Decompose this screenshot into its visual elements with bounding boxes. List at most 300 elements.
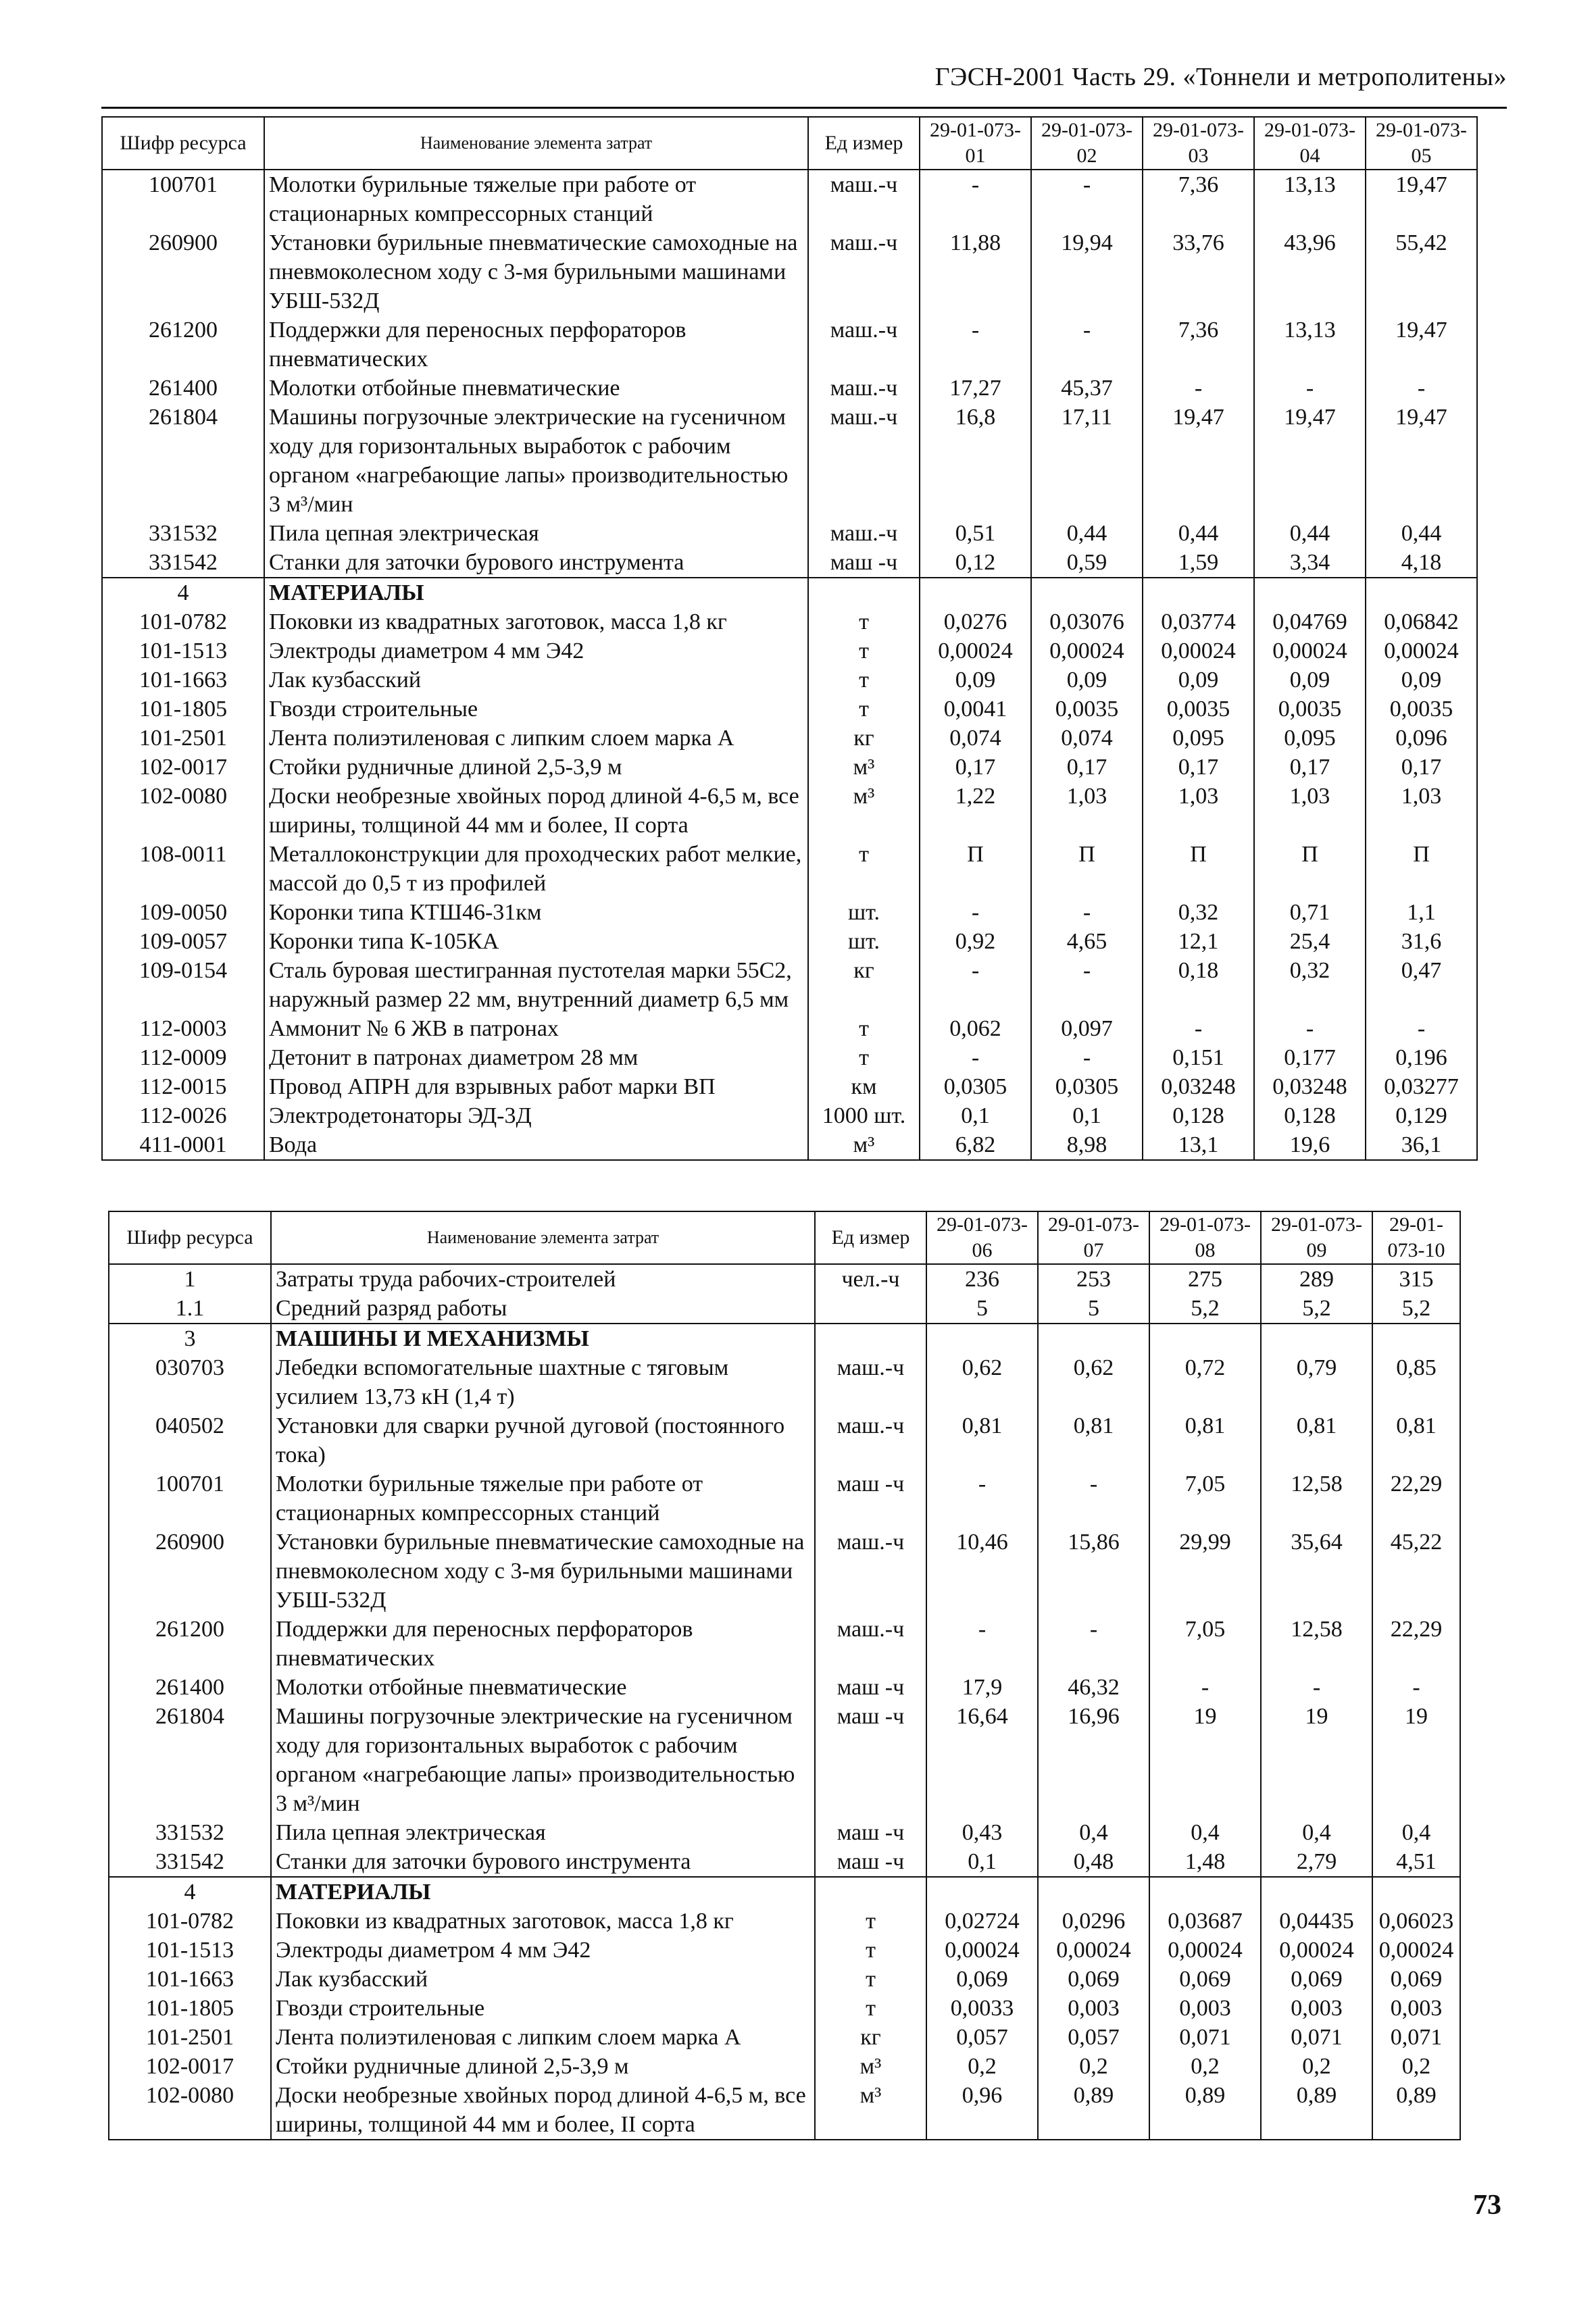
resource-code: 260900 bbox=[109, 1528, 271, 1615]
table-row bbox=[102, 782, 1477, 840]
value-cell: 0,071 bbox=[1149, 2023, 1261, 2052]
resource-name: Стойки рудничные длиной 2,5-3,9 м bbox=[264, 753, 808, 782]
value-cell: 0,00024 bbox=[1031, 636, 1143, 665]
table-row bbox=[102, 840, 1477, 898]
value-cell: 0,00024 bbox=[1143, 636, 1254, 665]
resource-name: Гвозди строительные bbox=[264, 695, 808, 724]
unit-cell: т bbox=[808, 607, 920, 636]
resource-code: 261804 bbox=[102, 403, 264, 519]
resource-code: 109-0050 bbox=[102, 898, 264, 927]
value-cell: 22,29 bbox=[1372, 1469, 1460, 1528]
page-number: 73 bbox=[1473, 2190, 1501, 2221]
unit-cell: маш.-ч bbox=[808, 519, 920, 548]
unit-cell: кг bbox=[815, 2023, 926, 2052]
resource-name: Поковки из квадратных заготовок, масса 1,8 кг bbox=[264, 607, 808, 636]
unit-cell: кг bbox=[808, 724, 920, 753]
value-cell: 0,51 bbox=[920, 519, 1031, 548]
header-col: 29-01-073-07 bbox=[1038, 1211, 1149, 1264]
unit-cell: т bbox=[808, 695, 920, 724]
value-cell: 0,03277 bbox=[1366, 1072, 1477, 1101]
value-cell: 43,96 bbox=[1254, 228, 1366, 316]
unit-cell: маш.-ч bbox=[808, 316, 920, 374]
resource-name: Аммонит № 6 ЖВ в патронах bbox=[264, 1014, 808, 1043]
value-cell: 0,04769 bbox=[1254, 607, 1366, 636]
value-cell: 0,128 bbox=[1254, 1101, 1366, 1130]
value-cell: 0,0035 bbox=[1254, 695, 1366, 724]
resource-code: 331532 bbox=[102, 519, 264, 548]
value-cell: 0,074 bbox=[920, 724, 1031, 753]
value-cell: 0,00024 bbox=[926, 1936, 1038, 1965]
value-cell: П bbox=[1366, 840, 1477, 898]
value-cell: 0,177 bbox=[1254, 1043, 1366, 1072]
value-cell: - bbox=[1038, 1469, 1149, 1528]
resource-code: 261200 bbox=[102, 316, 264, 374]
resource-name: Лента полиэтиленовая с липким слоем марка А bbox=[271, 2023, 815, 2052]
value-cell: 0,097 bbox=[1031, 1014, 1143, 1043]
resource-code: 102-0017 bbox=[102, 753, 264, 782]
resource-name: Установки бурильные пневматические самоходные на пневмоколесном ходу с 3-мя бурильными машинами УБШ-532Д bbox=[264, 228, 808, 316]
unit-cell: т bbox=[808, 636, 920, 665]
header-rule bbox=[101, 107, 1507, 109]
value-cell: 0,1 bbox=[920, 1101, 1031, 1130]
value-cell: 46,32 bbox=[1038, 1673, 1149, 1702]
value-cell: 0,2 bbox=[926, 2052, 1038, 2081]
unit-cell: 1000 шт. bbox=[808, 1101, 920, 1130]
value-cell: П bbox=[1143, 840, 1254, 898]
value-cell: 0,17 bbox=[1143, 753, 1254, 782]
value-cell: 0,1 bbox=[926, 1847, 1038, 1877]
table-row bbox=[102, 316, 1477, 374]
unit-cell: м³ bbox=[815, 2052, 926, 2081]
value-cell: 0,17 bbox=[1366, 753, 1477, 782]
value-cell: 0,1 bbox=[1031, 1101, 1143, 1130]
unit-cell: маш -ч bbox=[815, 1702, 926, 1818]
header-unit: Ед измер bbox=[815, 1211, 926, 1264]
table-row bbox=[102, 724, 1477, 753]
value-cell bbox=[1031, 578, 1143, 607]
table-row bbox=[102, 170, 1477, 228]
header-name: Наименование элемента затрат bbox=[264, 117, 808, 170]
value-cell: 0,89 bbox=[1372, 2081, 1460, 2140]
value-cell: 315 bbox=[1372, 1264, 1460, 1294]
unit-cell: чел.-ч bbox=[815, 1264, 926, 1294]
value-cell: 0,4 bbox=[1261, 1818, 1372, 1847]
resource-code: 1 bbox=[109, 1264, 271, 1294]
value-cell: 0,00024 bbox=[920, 636, 1031, 665]
value-cell: - bbox=[1031, 170, 1143, 228]
resource-code: 102-0080 bbox=[109, 2081, 271, 2140]
resource-code: 4 bbox=[109, 1877, 271, 1907]
value-cell: 253 bbox=[1038, 1264, 1149, 1294]
table-row bbox=[102, 1072, 1477, 1101]
header-col: 29-01-073-05 bbox=[1366, 117, 1477, 170]
resource-name: Станки для заточки бурового инструмента bbox=[271, 1847, 815, 1877]
table-row bbox=[102, 607, 1477, 636]
resource-code: 102-0080 bbox=[102, 782, 264, 840]
resource-code: 100701 bbox=[109, 1469, 271, 1528]
value-cell: 22,29 bbox=[1372, 1615, 1460, 1673]
resource-code: 101-1513 bbox=[102, 636, 264, 665]
resource-name: Лебедки вспомогательные шахтные с тяговым усилием 13,73 кН (1,4 т) bbox=[271, 1353, 815, 1411]
resource-code: 101-2501 bbox=[109, 2023, 271, 2052]
value-cell: 0,096 bbox=[1366, 724, 1477, 753]
table-row bbox=[109, 1353, 1460, 1411]
value-cell: 0,62 bbox=[926, 1353, 1038, 1411]
value-cell: 0,069 bbox=[1261, 1965, 1372, 1994]
value-cell: 0,0305 bbox=[920, 1072, 1031, 1101]
value-cell: 0,79 bbox=[1261, 1353, 1372, 1411]
value-cell: 12,58 bbox=[1261, 1615, 1372, 1673]
table-row bbox=[102, 695, 1477, 724]
value-cell: 0,057 bbox=[926, 2023, 1038, 2052]
value-cell: - bbox=[920, 956, 1031, 1014]
value-cell: 4,51 bbox=[1372, 1847, 1460, 1877]
resource-name: Средний разряд работы bbox=[271, 1294, 815, 1324]
value-cell: 0,069 bbox=[926, 1965, 1038, 1994]
value-cell: - bbox=[1143, 1014, 1254, 1043]
value-cell: 0,17 bbox=[920, 753, 1031, 782]
value-cell: 4,18 bbox=[1366, 548, 1477, 578]
unit-cell: маш -ч bbox=[815, 1847, 926, 1877]
resource-name: Сталь буровая шестигранная пустотелая марки 55С2, наружный размер 22 мм, внутренний диаметр 6,5 мм bbox=[264, 956, 808, 1014]
header-name: Наименование элемента затрат bbox=[271, 1211, 815, 1264]
table-row bbox=[109, 1702, 1460, 1818]
value-cell: 0,0305 bbox=[1031, 1072, 1143, 1101]
table-row bbox=[102, 1014, 1477, 1043]
table-row bbox=[109, 1936, 1460, 1965]
value-cell: 1,48 bbox=[1149, 1847, 1261, 1877]
resource-name: Вода bbox=[264, 1130, 808, 1160]
value-cell: 0,81 bbox=[1149, 1411, 1261, 1469]
value-cell: 16,64 bbox=[926, 1702, 1038, 1818]
unit-cell: маш -ч bbox=[815, 1673, 926, 1702]
table-row bbox=[109, 1847, 1460, 1877]
value-cell: 0,4 bbox=[1372, 1818, 1460, 1847]
resource-name: Молотки отбойные пневматические bbox=[264, 374, 808, 403]
resource-code: 040502 bbox=[109, 1411, 271, 1469]
value-cell: 10,46 bbox=[926, 1528, 1038, 1615]
table-row bbox=[109, 1907, 1460, 1936]
value-cell: 5,2 bbox=[1149, 1294, 1261, 1324]
value-cell: 0,44 bbox=[1366, 519, 1477, 548]
value-cell: П bbox=[920, 840, 1031, 898]
value-cell: 13,13 bbox=[1254, 316, 1366, 374]
unit-cell: маш.-ч bbox=[808, 403, 920, 519]
resource-code: 261804 bbox=[109, 1702, 271, 1818]
resource-code: 331542 bbox=[109, 1847, 271, 1877]
value-cell: 0,92 bbox=[920, 927, 1031, 956]
section-row bbox=[109, 1877, 1460, 1907]
value-cell: 0,2 bbox=[1372, 2052, 1460, 2081]
value-cell: 45,37 bbox=[1031, 374, 1143, 403]
table-row bbox=[102, 1043, 1477, 1072]
table-row bbox=[109, 1264, 1460, 1294]
value-cell bbox=[1038, 1877, 1149, 1907]
unit-cell: км bbox=[808, 1072, 920, 1101]
table-row bbox=[109, 2081, 1460, 2140]
unit-cell: м³ bbox=[808, 782, 920, 840]
value-cell: П bbox=[1254, 840, 1366, 898]
value-cell: - bbox=[1366, 374, 1477, 403]
header-col: 29-01-073-03 bbox=[1143, 117, 1254, 170]
value-cell: 0,89 bbox=[1038, 2081, 1149, 2140]
resource-name: Гвозди строительные bbox=[271, 1994, 815, 2023]
value-cell: 0,095 bbox=[1143, 724, 1254, 753]
value-cell bbox=[926, 1324, 1038, 1353]
value-cell: - bbox=[1031, 1043, 1143, 1072]
header-code: Шифр ресурса bbox=[109, 1211, 271, 1264]
resource-code: 3 bbox=[109, 1324, 271, 1353]
resource-table-2 bbox=[108, 1211, 1461, 2140]
unit-cell: т bbox=[808, 1014, 920, 1043]
value-cell: 0,062 bbox=[920, 1014, 1031, 1043]
value-cell: 0,4 bbox=[1149, 1818, 1261, 1847]
header-col: 29-01-073-02 bbox=[1031, 117, 1143, 170]
unit-cell: т bbox=[815, 1965, 926, 1994]
resource-code: 030703 bbox=[109, 1353, 271, 1411]
resource-table-1 bbox=[101, 116, 1478, 1161]
value-cell: 0,00024 bbox=[1261, 1936, 1372, 1965]
value-cell: 0,81 bbox=[1261, 1411, 1372, 1469]
resource-code: 100701 bbox=[102, 170, 264, 228]
resource-code: 102-0017 bbox=[109, 2052, 271, 2081]
value-cell: 19,6 bbox=[1254, 1130, 1366, 1160]
header-col: 29-01-073-09 bbox=[1261, 1211, 1372, 1264]
value-cell: - bbox=[1254, 1014, 1366, 1043]
table-row bbox=[109, 1528, 1460, 1615]
table-row bbox=[109, 1818, 1460, 1847]
unit-cell: т bbox=[815, 1907, 926, 1936]
value-cell: 0,18 bbox=[1143, 956, 1254, 1014]
value-cell bbox=[1372, 1877, 1460, 1907]
table-row bbox=[109, 2052, 1460, 2081]
unit-cell: т bbox=[808, 665, 920, 695]
resource-code: 411-0001 bbox=[102, 1130, 264, 1160]
value-cell: 0,003 bbox=[1038, 1994, 1149, 2023]
value-cell bbox=[1261, 1877, 1372, 1907]
header-col: 29-01-073-08 bbox=[1149, 1211, 1261, 1264]
unit-cell: маш.-ч bbox=[808, 374, 920, 403]
value-cell: 17,27 bbox=[920, 374, 1031, 403]
unit-cell: кг bbox=[808, 956, 920, 1014]
header-code: Шифр ресурса bbox=[102, 117, 264, 170]
value-cell: 0,0033 bbox=[926, 1994, 1038, 2023]
value-cell: П bbox=[1031, 840, 1143, 898]
value-cell: 0,04435 bbox=[1261, 1907, 1372, 1936]
value-cell: 0,32 bbox=[1254, 956, 1366, 1014]
value-cell: 0,09 bbox=[1031, 665, 1143, 695]
table-row bbox=[102, 403, 1477, 519]
table-row bbox=[109, 1615, 1460, 1673]
value-cell: 0,81 bbox=[926, 1411, 1038, 1469]
resource-code: 261200 bbox=[109, 1615, 271, 1673]
value-cell: 0,0296 bbox=[1038, 1907, 1149, 1936]
value-cell: 25,4 bbox=[1254, 927, 1366, 956]
value-cell: 16,8 bbox=[920, 403, 1031, 519]
unit-cell bbox=[815, 1877, 926, 1907]
value-cell: 0,0035 bbox=[1143, 695, 1254, 724]
unit-cell: маш.-ч bbox=[815, 1528, 926, 1615]
value-cell bbox=[920, 578, 1031, 607]
table-row bbox=[102, 956, 1477, 1014]
value-cell: 15,86 bbox=[1038, 1528, 1149, 1615]
value-cell: - bbox=[1254, 374, 1366, 403]
table-row bbox=[109, 1994, 1460, 2023]
resource-name: Доски необрезные хвойных пород длиной 4-6,5 м, все ширины, толщиной 44 мм и более, II сорта bbox=[271, 2081, 815, 2140]
value-cell: 0,09 bbox=[1143, 665, 1254, 695]
header-col: 29-01-073-10 bbox=[1372, 1211, 1460, 1264]
resource-name: Электродетонаторы ЭД-3Д bbox=[264, 1101, 808, 1130]
value-cell: 0,003 bbox=[1372, 1994, 1460, 2023]
value-cell: 0,44 bbox=[1143, 519, 1254, 548]
resource-code: 109-0057 bbox=[102, 927, 264, 956]
resource-name: Машины погрузочные электрические на гусеничном ходу для горизонтальных выработок с рабочим органом «нагребающие лапы» производительностью 3 м³/мин bbox=[264, 403, 808, 519]
resource-code: 112-0015 bbox=[102, 1072, 264, 1101]
value-cell: 8,98 bbox=[1031, 1130, 1143, 1160]
value-cell: 0,4 bbox=[1038, 1818, 1149, 1847]
value-cell: 0,00024 bbox=[1372, 1936, 1460, 1965]
value-cell: 35,64 bbox=[1261, 1528, 1372, 1615]
unit-cell: м³ bbox=[808, 753, 920, 782]
resource-name: МАТЕРИАЛЫ bbox=[271, 1877, 815, 1907]
unit-cell: шт. bbox=[808, 898, 920, 927]
value-cell: 45,22 bbox=[1372, 1528, 1460, 1615]
value-cell: 0,03248 bbox=[1143, 1072, 1254, 1101]
table-row bbox=[102, 665, 1477, 695]
header-col: 29-01-073-01 bbox=[920, 117, 1031, 170]
resource-code: 112-0009 bbox=[102, 1043, 264, 1072]
value-cell: 29,99 bbox=[1149, 1528, 1261, 1615]
resource-name: Лак кузбасский bbox=[271, 1965, 815, 1994]
resource-code: 101-2501 bbox=[102, 724, 264, 753]
value-cell: 0,003 bbox=[1261, 1994, 1372, 2023]
table-row bbox=[109, 2023, 1460, 2052]
value-cell: 7,05 bbox=[1149, 1615, 1261, 1673]
value-cell: 0,00024 bbox=[1149, 1936, 1261, 1965]
resource-name: Провод АПРН для взрывных работ марки ВП bbox=[264, 1072, 808, 1101]
value-cell: 0,03076 bbox=[1031, 607, 1143, 636]
resource-code: 261400 bbox=[102, 374, 264, 403]
resource-name: Поковки из квадратных заготовок, масса 1,8 кг bbox=[271, 1907, 815, 1936]
resource-name: Поддержки для переносных перфораторов пневматических bbox=[271, 1615, 815, 1673]
value-cell: 0,81 bbox=[1372, 1411, 1460, 1469]
value-cell: - bbox=[920, 316, 1031, 374]
value-cell: - bbox=[1031, 898, 1143, 927]
value-cell: 0,069 bbox=[1149, 1965, 1261, 1994]
value-cell bbox=[1149, 1877, 1261, 1907]
resource-name: Коронки типа К-105КА bbox=[264, 927, 808, 956]
header-col: 29-01-073-04 bbox=[1254, 117, 1366, 170]
resource-code: 261400 bbox=[109, 1673, 271, 1702]
table-header bbox=[109, 1211, 1460, 1264]
value-cell: 0,0276 bbox=[920, 607, 1031, 636]
resource-name: Пила цепная электрическая bbox=[264, 519, 808, 548]
table-row bbox=[109, 1294, 1460, 1324]
resource-code: 1.1 bbox=[109, 1294, 271, 1324]
resource-name: Установки для сварки ручной дуговой (постоянного тока) bbox=[271, 1411, 815, 1469]
value-cell: 0,96 bbox=[926, 2081, 1038, 2140]
unit-cell: маш -ч bbox=[808, 548, 920, 578]
resource-code: 331532 bbox=[109, 1818, 271, 1847]
value-cell: - bbox=[1143, 374, 1254, 403]
table-row bbox=[102, 753, 1477, 782]
value-cell: 7,36 bbox=[1143, 170, 1254, 228]
resource-name: Молотки бурильные тяжелые при работе от стационарных компрессорных станций bbox=[264, 170, 808, 228]
unit-cell bbox=[815, 1324, 926, 1353]
unit-cell bbox=[808, 578, 920, 607]
table-row bbox=[102, 1101, 1477, 1130]
unit-cell: маш.-ч bbox=[815, 1411, 926, 1469]
value-cell: 0,0035 bbox=[1031, 695, 1143, 724]
value-cell: 13,1 bbox=[1143, 1130, 1254, 1160]
resource-code: 101-1513 bbox=[109, 1936, 271, 1965]
unit-cell: маш.-ч bbox=[815, 1615, 926, 1673]
table-row bbox=[102, 898, 1477, 927]
unit-cell bbox=[815, 1294, 926, 1324]
value-cell: 0,17 bbox=[1031, 753, 1143, 782]
value-cell: 19,47 bbox=[1143, 403, 1254, 519]
value-cell: 0,074 bbox=[1031, 724, 1143, 753]
header-col: 29-01-073-06 bbox=[926, 1211, 1038, 1264]
unit-cell: маш.-ч bbox=[815, 1353, 926, 1411]
unit-cell: шт. bbox=[808, 927, 920, 956]
value-cell: 1,1 bbox=[1366, 898, 1477, 927]
resource-code: 4 bbox=[102, 578, 264, 607]
unit-cell: маш -ч bbox=[815, 1469, 926, 1528]
resource-name: Молотки отбойные пневматические bbox=[271, 1673, 815, 1702]
value-cell: - bbox=[1366, 1014, 1477, 1043]
value-cell: 275 bbox=[1149, 1264, 1261, 1294]
value-cell: 0,03248 bbox=[1254, 1072, 1366, 1101]
value-cell: 0,095 bbox=[1254, 724, 1366, 753]
value-cell: 0,09 bbox=[920, 665, 1031, 695]
value-cell: 0,057 bbox=[1038, 2023, 1149, 2052]
resource-code: 101-1805 bbox=[109, 1994, 271, 2023]
table-row bbox=[102, 228, 1477, 316]
resource-code: 260900 bbox=[102, 228, 264, 316]
resource-name: Установки бурильные пневматические самоходные на пневмоколесном ходу с 3-мя бурильными машинами УБШ-532Д bbox=[271, 1528, 815, 1615]
value-cell: 1,59 bbox=[1143, 548, 1254, 578]
resource-name: Лак кузбасский bbox=[264, 665, 808, 695]
value-cell: 0,09 bbox=[1366, 665, 1477, 695]
value-cell: 17,11 bbox=[1031, 403, 1143, 519]
resource-code: 101-1663 bbox=[102, 665, 264, 695]
resource-name: Доски необрезные хвойных пород длиной 4-6,5 м, все ширины, толщиной 44 мм и более, II сорта bbox=[264, 782, 808, 840]
table-row bbox=[102, 636, 1477, 665]
resource-name: Машины погрузочные электрические на гусеничном ходу для горизонтальных выработок с рабочим органом «нагребающие лапы» производительностью 3 м³/мин bbox=[271, 1702, 815, 1818]
unit-cell: маш.-ч bbox=[808, 170, 920, 228]
resource-name: Лента полиэтиленовая с липким слоем марка А bbox=[264, 724, 808, 753]
resource-name: Коронки типа КТШ46-31км bbox=[264, 898, 808, 927]
value-cell: 5,2 bbox=[1261, 1294, 1372, 1324]
unit-cell: маш.-ч bbox=[808, 228, 920, 316]
page-header: ГЭСН-2001 Часть 29. «Тоннели и метрополитены» bbox=[934, 63, 1507, 91]
value-cell bbox=[1366, 578, 1477, 607]
value-cell: 0,06842 bbox=[1366, 607, 1477, 636]
value-cell: 5 bbox=[1038, 1294, 1149, 1324]
value-cell: - bbox=[1031, 956, 1143, 1014]
resource-code: 108-0011 bbox=[102, 840, 264, 898]
value-cell bbox=[1261, 1324, 1372, 1353]
table-row bbox=[109, 1411, 1460, 1469]
value-cell: 1,03 bbox=[1254, 782, 1366, 840]
value-cell: 19,47 bbox=[1366, 403, 1477, 519]
resource-code: 101-0782 bbox=[109, 1907, 271, 1936]
value-cell: 1,22 bbox=[920, 782, 1031, 840]
resource-name: Станки для заточки бурового инструмента bbox=[264, 548, 808, 578]
resource-name: Стойки рудничные длиной 2,5-3,9 м bbox=[271, 2052, 815, 2081]
value-cell: 0,17 bbox=[1254, 753, 1366, 782]
